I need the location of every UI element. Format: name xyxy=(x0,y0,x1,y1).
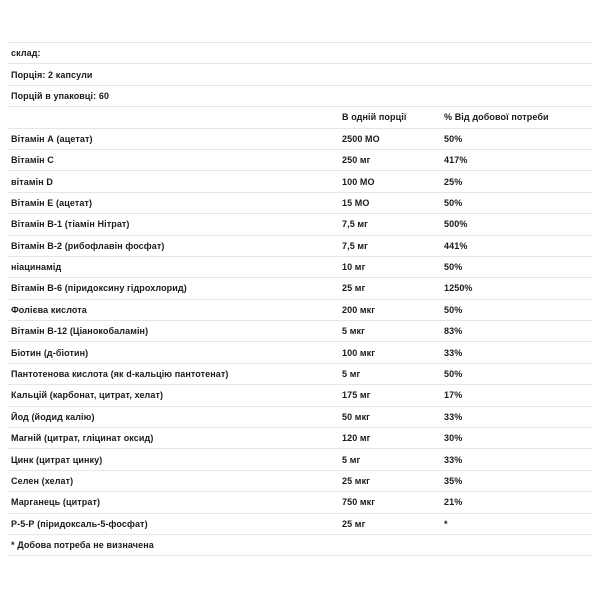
nutrient-name: Р-5-Р (піридоксаль-5-фосфат) xyxy=(11,518,148,529)
nutrient-amount: 25 мкг xyxy=(342,476,371,486)
nutrient-row xyxy=(8,385,592,406)
nutrient-daily-value: 50% xyxy=(444,262,463,273)
footnote-row xyxy=(8,535,592,556)
column-header-daily-value: % Від добової потреби xyxy=(444,112,549,123)
nutrient-daily-value: 500% xyxy=(444,219,468,230)
nutrient-name: Пантотенова кислота (як d-кальцію пантотенат) xyxy=(11,369,229,380)
nutrient-name: Вітамін Е (ацетат) xyxy=(11,197,93,208)
nutrient-daily-value: 417% xyxy=(444,155,468,166)
nutrient-name: Біотин (д-біотин) xyxy=(11,347,89,358)
nutrient-rows xyxy=(8,129,592,535)
nutrient-name: вітамін D xyxy=(11,176,53,187)
servings-per-container-row xyxy=(8,86,592,107)
serving-size-row xyxy=(8,64,592,85)
nutrient-name: Селен (хелат) xyxy=(11,476,74,486)
nutrient-name: Марганець (цитрат) xyxy=(11,497,101,508)
nutrient-name: Йод (йодид калію) xyxy=(11,411,95,422)
nutrient-daily-value: 50% xyxy=(444,133,463,144)
nutrient-row xyxy=(8,449,592,470)
nutrient-row xyxy=(8,492,592,513)
nutrient-daily-value: 21% xyxy=(444,497,463,508)
nutrient-amount: 2500 МО xyxy=(342,133,380,144)
footnote: * Добова потреба не визначена xyxy=(11,540,154,551)
nutrient-row xyxy=(8,364,592,385)
nutrient-row xyxy=(8,214,592,235)
nutrient-amount: 750 мкг xyxy=(342,497,376,508)
nutrient-amount: 100 мкг xyxy=(342,347,376,358)
column-header-row xyxy=(8,107,592,128)
nutrient-amount: 5 мкг xyxy=(342,326,365,337)
nutrient-row xyxy=(8,428,592,449)
nutrient-row xyxy=(8,321,592,342)
nutrient-amount: 250 мг xyxy=(342,155,371,166)
nutrient-daily-value: * xyxy=(444,518,448,529)
nutrient-daily-value: 33% xyxy=(444,411,463,422)
serving-size-label: Порція: 2 капсули xyxy=(11,69,93,80)
nutrient-amount: 100 МО xyxy=(342,176,375,187)
nutrient-daily-value: 35% xyxy=(444,476,463,486)
nutrient-row xyxy=(8,300,592,321)
nutrient-daily-value: 33% xyxy=(444,454,463,465)
nutrient-amount: 7,5 мг xyxy=(342,219,369,230)
nutrient-daily-value: 50% xyxy=(444,369,463,380)
nutrient-row xyxy=(8,514,592,535)
nutrient-name: Вітамін А (ацетат) xyxy=(11,133,93,144)
nutrient-daily-value: 33% xyxy=(444,347,463,358)
nutrient-daily-value: 441% xyxy=(444,240,468,251)
nutrient-amount: 15 МО xyxy=(342,197,370,208)
nutrient-daily-value: 17% xyxy=(444,390,463,401)
nutrient-name: Вітамін В-1 (тіамін Нітрат) xyxy=(11,219,130,230)
nutrient-name: Вітамін В-12 (Ціанокобаламін) xyxy=(11,326,149,337)
nutrient-amount: 175 мг xyxy=(342,390,371,401)
nutrient-amount: 10 мг xyxy=(342,262,366,273)
composition-row xyxy=(8,43,592,64)
nutrient-amount: 120 мг xyxy=(342,433,371,444)
nutrient-row xyxy=(8,471,592,492)
nutrient-amount: 25 мг xyxy=(342,283,366,294)
nutrient-daily-value: 25% xyxy=(444,176,463,187)
nutrient-name: Цинк (цитрат цинку) xyxy=(11,454,103,465)
nutrient-row xyxy=(8,257,592,278)
nutrient-row xyxy=(8,150,592,171)
nutrient-amount: 7,5 мг xyxy=(342,240,369,251)
nutrient-amount: 200 мкг xyxy=(342,304,376,315)
nutrient-name: Магній (цитрат, гліцинат оксид) xyxy=(11,433,154,444)
composition-label: склад: xyxy=(11,48,41,59)
nutrient-amount: 5 мг xyxy=(342,454,361,465)
nutrient-daily-value: 83% xyxy=(444,326,463,337)
nutrient-row xyxy=(8,278,592,299)
supplement-facts-table xyxy=(8,42,592,556)
nutrient-daily-value: 1250% xyxy=(444,283,473,294)
nutrient-name: Вітамін С xyxy=(11,155,54,166)
nutrient-row xyxy=(8,236,592,257)
nutrient-daily-value: 50% xyxy=(444,197,463,208)
nutrient-name: Вітамін В-2 (рибофлавін фосфат) xyxy=(11,240,165,251)
nutrient-name: Фолієва кислота xyxy=(11,304,87,315)
nutrient-row xyxy=(8,407,592,428)
nutrient-row xyxy=(8,342,592,363)
nutrient-row xyxy=(8,129,592,150)
servings-per-container-label: Порцій в упаковці: 60 xyxy=(11,90,110,101)
nutrient-name: Кальцій (карбонат, цитрат, хелат) xyxy=(11,390,164,401)
nutrient-daily-value: 50% xyxy=(444,304,463,315)
nutrient-name: ніацинамід xyxy=(11,262,62,273)
nutrient-row xyxy=(8,171,592,192)
nutrient-name: Вітамін В-6 (піридоксину гідрохлорид) xyxy=(11,283,187,294)
column-header-per-serving: В одній порції xyxy=(342,112,407,123)
nutrient-amount: 5 мг xyxy=(342,369,361,380)
nutrient-daily-value: 30% xyxy=(444,433,463,444)
nutrient-amount: 25 мг xyxy=(342,518,366,529)
nutrient-amount: 50 мкг xyxy=(342,411,371,422)
nutrient-row xyxy=(8,193,592,214)
